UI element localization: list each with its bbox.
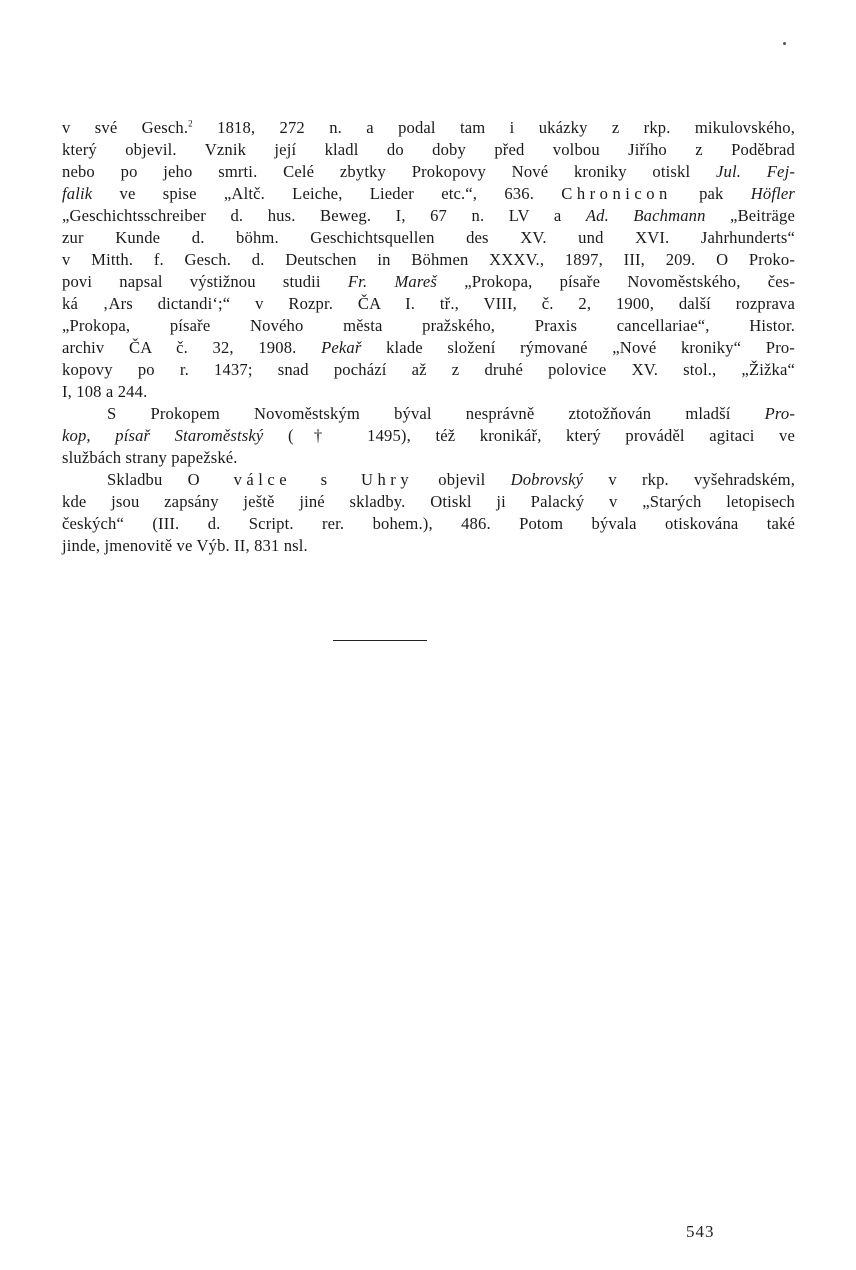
text-run: „Prokopa, písaře Nového města pražského, Praxis cancellariae“, Histor. <box>62 316 795 335</box>
text-run: zur Kunde d. böhm. Geschichtsquellen des XV. und XVI. Jahrhunderts“ <box>62 228 795 247</box>
text-line <box>62 249 795 271</box>
footnote-marker: 2 <box>188 118 193 129</box>
text-line <box>62 469 795 491</box>
body-text <box>62 117 795 557</box>
text-run: 1818, 272 n. a podal tam i ukázky z rkp. mikulovského, <box>192 118 795 137</box>
text-run: pak <box>671 184 751 203</box>
text-run: kopovy po r. 1437; snad pochází až z druhé polovice XV. stol., „Žižka“ <box>62 360 795 379</box>
text-line <box>62 227 795 249</box>
text-run: Skladbu <box>107 470 188 489</box>
spaced-text: O válce s Uhry <box>187 470 414 489</box>
text-line <box>62 337 795 359</box>
text-line <box>62 535 795 557</box>
italic-text: Pro- <box>764 404 795 423</box>
text-run: který objevil. Vznik její kladl do doby před volbou Jiřího z Poděbrad <box>62 140 795 159</box>
text-run: českých“ (III. d. Script. rer. bohem.), 486. Potom bývala otiskována také <box>62 514 795 533</box>
text-line <box>62 403 795 425</box>
text-run: ve spise „Altč. Leiche, Lieder etc.“, 636. <box>92 184 562 203</box>
text-run: v rkp. vyšehradském, <box>583 470 795 489</box>
italic-text: Höfler <box>750 184 795 203</box>
text-line <box>62 293 795 315</box>
text-run: kde jsou zapsány ještě jiné skladby. Otiskl ji Palacký v „Starých letopisech <box>62 492 795 511</box>
paragraph <box>62 117 795 403</box>
text-run: ká ‚Ars dictandi‘;“ v Rozpr. ČA I. tř., VIII, č. 2, 1900, další rozprava <box>62 294 795 313</box>
text-line <box>62 447 795 469</box>
text-line <box>62 139 795 161</box>
text-run: objevil <box>413 470 511 489</box>
text-line <box>62 117 795 139</box>
text-run: nebo po jeho smrti. Celé zbytky Prokopovy Nové kroniky otiskl <box>62 162 716 181</box>
text-line <box>62 359 795 381</box>
text-line <box>62 513 795 535</box>
text-run: „Prokopa, písaře Novoměstského, čes- <box>437 272 796 291</box>
italic-text: Jul. Fej- <box>715 162 796 181</box>
text-line <box>62 425 795 447</box>
text-line <box>62 271 795 293</box>
text-run: „Geschichtsschreiber d. hus. Beweg. I, 67 n. LV a <box>62 206 586 225</box>
text-run: službách strany papežské. <box>62 448 238 467</box>
text-run: I, 108 a 244. <box>62 382 148 401</box>
paragraph <box>62 403 795 469</box>
page-number: 543 <box>686 1222 715 1241</box>
text-run: v své Gesch. <box>62 118 189 137</box>
text-line <box>62 315 795 337</box>
text-run: v Mitth. f. Gesch. d. Deutschen in Böhmen XXXV., 1897, III, 209. O Proko- <box>62 250 795 269</box>
text-run: povi napsal výstižnou studii <box>62 272 348 291</box>
text-line <box>62 205 795 227</box>
text-line <box>62 491 795 513</box>
text-run: „Beiträge <box>705 206 795 225</box>
text-run: († 1495), též kronikář, který prováděl agitaci ve <box>263 426 796 445</box>
italic-text: kop, písař Staroměstský <box>62 426 264 445</box>
speck-mark <box>783 42 786 45</box>
text-run: S Prokopem Novoměstským býval nesprávně ztotožňován mladší <box>107 404 765 423</box>
text-run: klade složení rýmované „Nové kroniky“ Pro- <box>361 338 795 357</box>
text-run: archiv ČA č. 32, 1908. <box>62 338 322 357</box>
italic-text: Pekař <box>321 338 362 357</box>
spaced-text: Chronicon <box>561 184 672 203</box>
text-line <box>62 161 795 183</box>
paragraph <box>62 469 795 557</box>
italic-text: falik <box>62 184 93 203</box>
section-divider <box>333 640 427 641</box>
italic-text: Fr. Mareš <box>347 272 437 291</box>
text-line <box>62 381 795 403</box>
italic-text: Ad. Bachmann <box>585 206 706 225</box>
text-run: jinde, jmenovitě ve Výb. II, 831 nsl. <box>62 536 308 555</box>
italic-text: Dobrovský <box>510 470 584 489</box>
text-line <box>62 183 795 205</box>
